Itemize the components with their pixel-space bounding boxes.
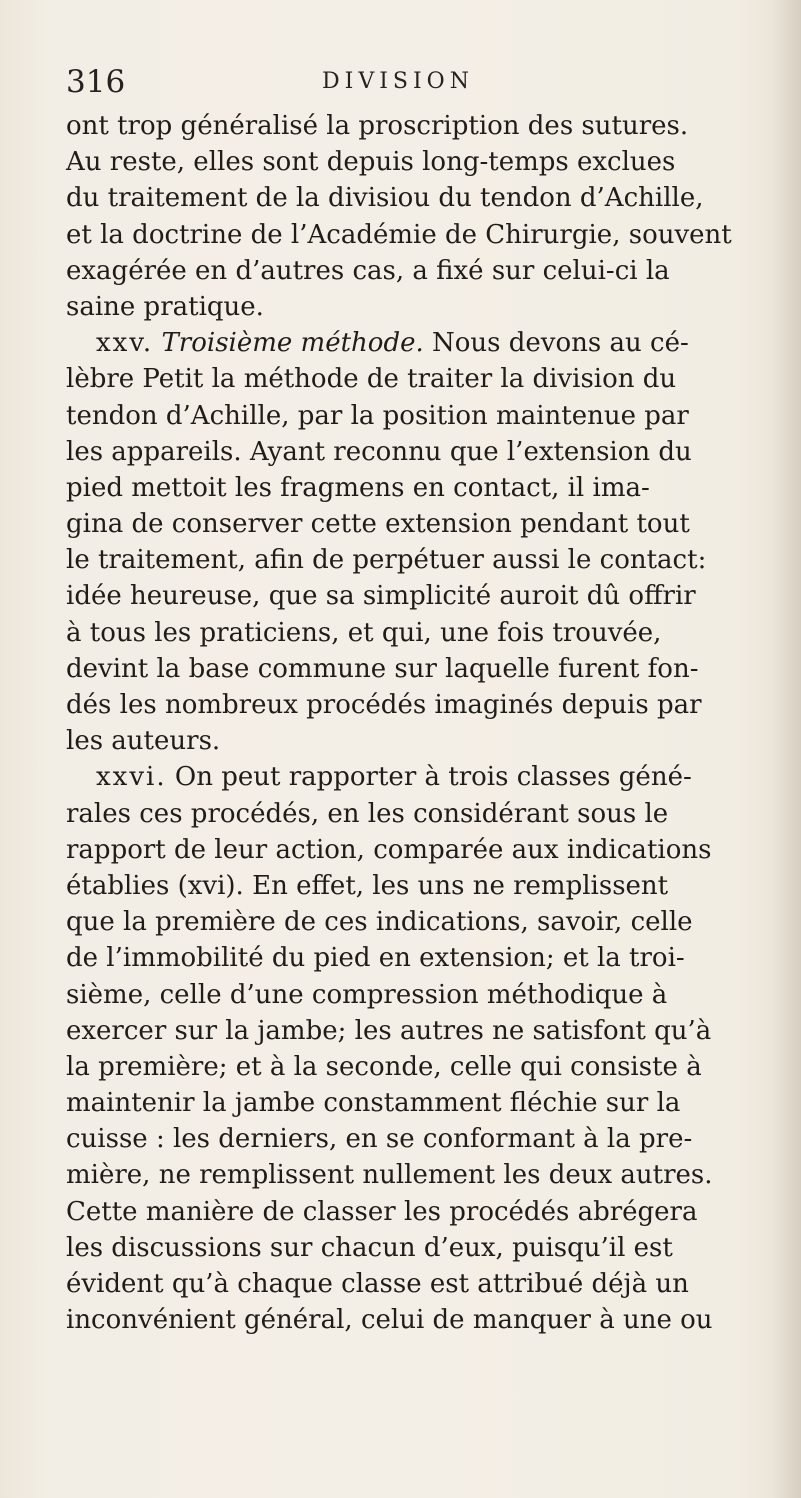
- text-line: [66, 687, 766, 723]
- text-line: [66, 904, 766, 940]
- text-line: [66, 1302, 766, 1338]
- line-text: sième, celle d’une compression méthodique à: [66, 979, 668, 1010]
- line-text: ont trop généralisé la proscription des sutures.: [66, 111, 689, 141]
- line-text: de l’immobilité du pied en extension; et la troi-: [66, 943, 685, 974]
- text-line: [66, 1230, 766, 1266]
- line-text: tendon d’Achille, par la position maintenue par: [66, 400, 689, 431]
- line-text: lèbre Petit la méthode de traiter la division du: [66, 364, 677, 395]
- line-text: évident qu’à chaque classe est attribué déjà un: [66, 1269, 689, 1299]
- page-number: 316: [66, 64, 126, 100]
- line-text: On peut rapporter à trois classes géné-: [166, 762, 692, 793]
- text-line: [66, 940, 766, 976]
- section-heading-line: [66, 759, 766, 795]
- line-text: idée heureuse, que sa simplicité auroit dû offrir: [66, 581, 696, 612]
- line-text: pied mettoit les fragmens en contact, il ima-: [66, 472, 650, 503]
- text-line: [66, 615, 766, 651]
- line-text: exercer sur la jambe; les autres ne satisfont qu’à: [66, 1015, 712, 1046]
- line-text: la première; et à la seconde, celle qui consiste à: [66, 1051, 702, 1082]
- line-text: mière, ne remplissent nullement les deux autres.: [66, 1160, 713, 1191]
- text-line: [66, 253, 766, 289]
- line-text: que la première de ces indications, savoir, celle: [66, 907, 693, 938]
- line-text: les appareils. Ayant reconnu que l’extension du: [66, 436, 692, 467]
- running-head: DIVISION: [322, 69, 474, 94]
- text-line: [66, 1013, 766, 1049]
- line-text: maintenir la jambe constamment fléchie sur la: [66, 1088, 681, 1119]
- text-line: [66, 470, 766, 506]
- text-line: [66, 868, 766, 904]
- text-line: [66, 180, 766, 216]
- text-line: [66, 1085, 766, 1121]
- line-text: inconvénient général, celui de manquer à une ou: [66, 1305, 713, 1336]
- line-text: dés les nombreux procédés imaginés depuis par: [66, 690, 702, 720]
- text-line: [66, 361, 766, 397]
- text-line: [66, 1049, 766, 1085]
- text-line: [66, 1121, 766, 1157]
- text-line: [66, 144, 766, 180]
- text-line: [66, 1194, 766, 1230]
- text-line: [66, 108, 766, 144]
- text-line: [66, 651, 766, 687]
- text-line: [66, 1157, 766, 1193]
- line-text: gina de conserver cette extension pendant tout: [66, 509, 690, 540]
- text-line: [66, 796, 766, 832]
- line-text: Cette manière de classer les procédés abrégera: [66, 1196, 698, 1227]
- text-line: [66, 832, 766, 868]
- line-text: le traitement, afin de perpétuer aussi le contact:: [66, 545, 707, 576]
- section-heading-line: [66, 325, 766, 361]
- text-line: [66, 289, 766, 325]
- line-text: devint la base commune sur laquelle furent fon-: [66, 653, 699, 684]
- page-edge-shadow: [773, 0, 801, 1498]
- line-text: établies (xvi). En effet, les uns ne remplissent: [66, 870, 669, 901]
- page-header: [66, 62, 706, 102]
- text-line: [66, 542, 766, 578]
- line-text: et la doctrine de l’Académie de Chirurgie, souvent: [66, 219, 732, 250]
- line-text: les auteurs.: [66, 726, 221, 757]
- text-line: [66, 977, 766, 1013]
- line-text: Nous devons au cé-: [423, 328, 689, 359]
- line-text: les discussions sur chacun d’eux, puisqu’il est: [66, 1232, 673, 1263]
- line-text: Au reste, elles sont depuis long-temps exclues: [66, 147, 676, 178]
- line-text: saine pratique.: [66, 291, 264, 322]
- section-number: xxv.: [96, 328, 154, 359]
- text-line: [66, 723, 766, 759]
- line-text: rapport de leur action, comparée aux indications: [66, 834, 712, 865]
- section-title: Troisième méthode.: [161, 328, 424, 359]
- text-line: [66, 434, 766, 470]
- text-line: [66, 506, 766, 542]
- line-text: du traitement de la divisiou du tendon d’Achille,: [66, 183, 704, 214]
- text-line: [66, 1266, 766, 1302]
- line-text: cuisse : les derniers, en se conformant à la pre-: [66, 1124, 693, 1155]
- line-text: rales ces procédés, en les considérant sous le: [66, 798, 669, 829]
- body-text: [66, 108, 766, 1338]
- text-line: [66, 578, 766, 614]
- text-line: [66, 398, 766, 434]
- section-number: xxvi.: [96, 762, 167, 793]
- line-text: exagérée en d’autres cas, a fixé sur celui-ci la: [66, 255, 670, 286]
- text-line: [66, 217, 766, 253]
- line-text: à tous les praticiens, et qui, une fois trouvée,: [66, 617, 662, 648]
